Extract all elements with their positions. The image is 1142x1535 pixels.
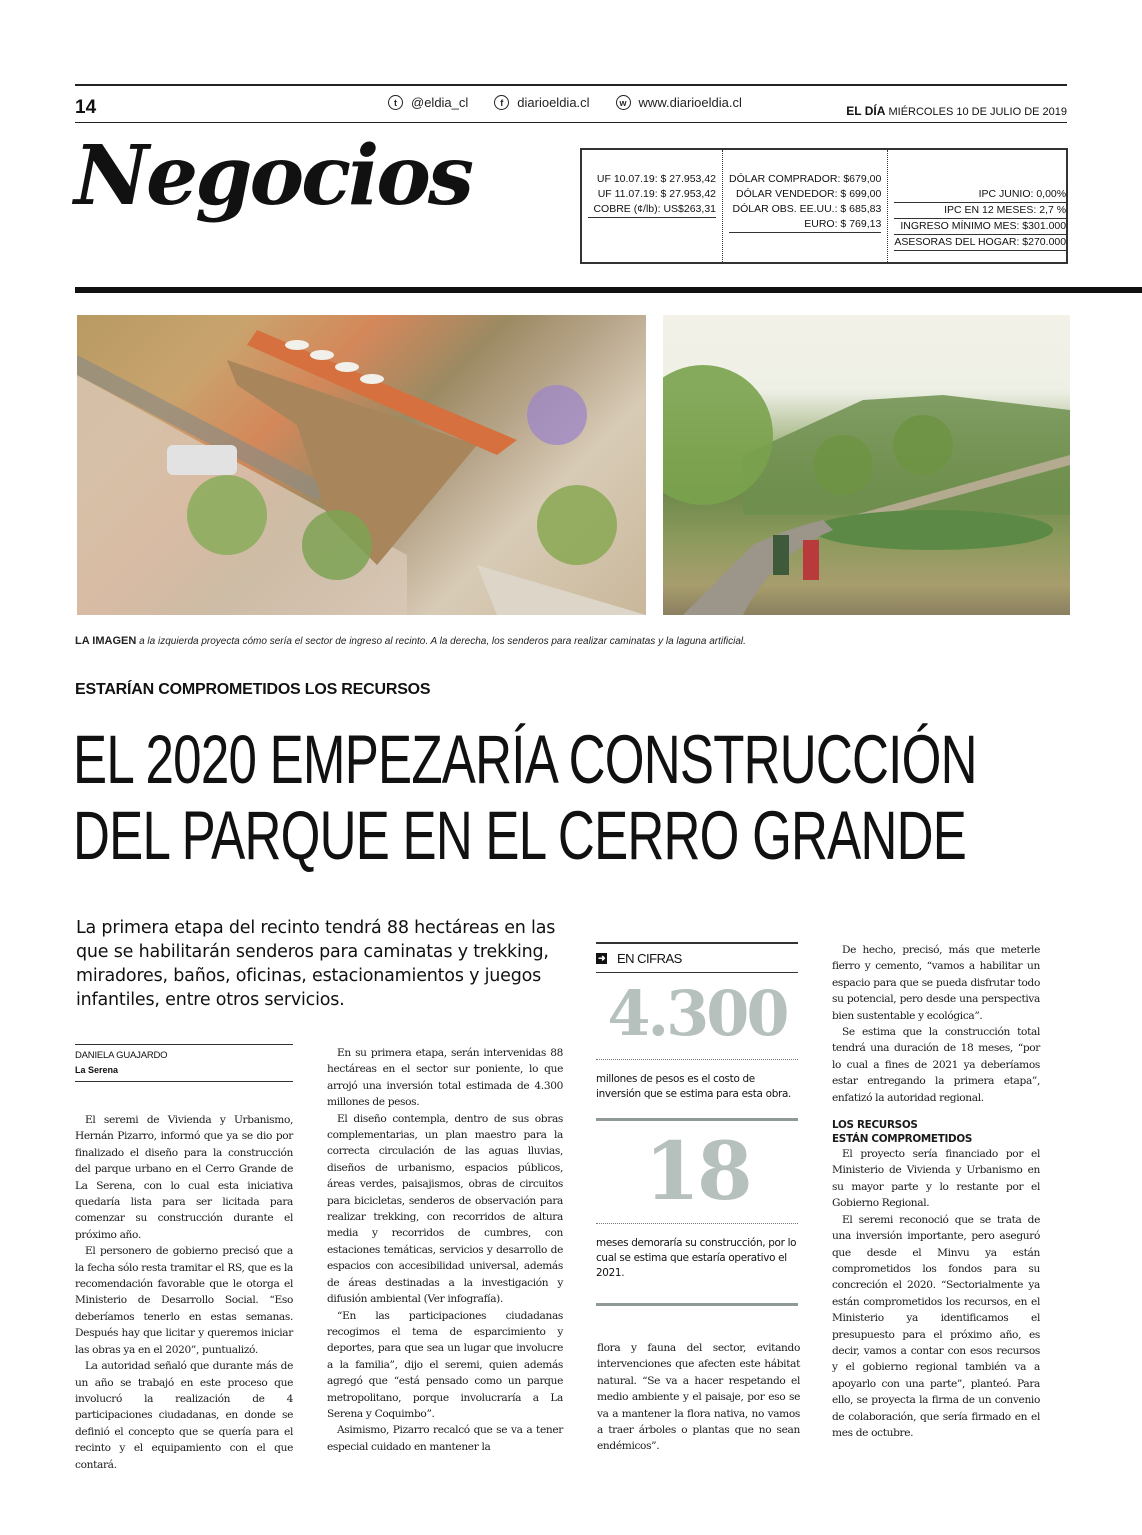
indicator: INGRESO MÍNIMO MES: $301.000 (894, 219, 1066, 235)
dotted-divider (596, 1059, 798, 1060)
social-links (388, 95, 742, 110)
headline-line-2: DEL PARQUE EN EL CERRO GRANDE (73, 797, 967, 874)
en-cifras-box (596, 942, 798, 1306)
body-column-4 (832, 942, 1040, 1441)
figure-text-months: meses demoraría su construcción, por lo cual se estima que estaría operativo el 2021. (596, 1237, 797, 1279)
body-column-2 (327, 1045, 563, 1455)
dotted-divider (596, 1223, 798, 1224)
figure-separator (596, 1118, 798, 1121)
indicators-col-1 (582, 150, 722, 262)
globe-www-icon: w (616, 95, 631, 110)
article-deck: La primera etapa del recinto tendrá 88 hectáreas en las que se habilitarán senderos para caminatas y trekking, miradores, baños, oficinas, estacionamientos y juegos infantiles, entre otros servicios. (76, 918, 556, 1010)
paragraph: El diseño contempla, dentro de sus obras complementarias, un plan maestro para la correcta circulación de las aguas lluvias, diseños de urbanismo, espacios públicos, áreas verdes, paisajismos, obras de circuitos para bicicletas, senderos de observación para realizar trekking, con recorridos de altura media y recorridos de cumbres, con estaciones temáticas, servicios y desarrollo de espacios con accesibilidad universal, además de áreas destinadas a la investigación y difusión ambiental (Ver infografía). (327, 1112, 563, 1306)
facebook-page[interactable]: diarioeldia.cl (517, 95, 590, 110)
indicator: UF 10.07.19: $ 27.953,42 (596, 173, 716, 185)
indicator: IPC EN 12 MESES: 2,7 % (894, 203, 1066, 219)
section-title: Negocios (74, 128, 472, 224)
page-number: 14 (75, 97, 97, 118)
entrance-illustration (77, 315, 646, 615)
article-headline (73, 721, 977, 874)
subhead (832, 1118, 1040, 1146)
paragraph: De hecho, precisó, más que meterle fierro y cemento, “vamos a habilitar un espacio para que se pueda disfrutar todo su potencial, pero desde una perspectiva bien sustentable y ecológica”. (832, 944, 1040, 1022)
paragraph: El seremi de Vivienda y Urbanismo, Hernán Pizarro, informó que ya se dio por finalizado el diseño para la construcción del parque urbano en el Cerro Grande de La Serena, con lo cual esta iniciativa quedaría lista para ser licitada para comenzar su construcción durante el próximo año. (75, 1114, 293, 1241)
author-name: DANIELA GUAJARDO (75, 1050, 168, 1061)
subhead-line-2: ESTÁN COMPROMETIDOS (832, 1133, 973, 1146)
en-cifras-label: EN CIFRAS (617, 950, 682, 966)
indicator: DÓLAR COMPRADOR: $679,00 (729, 173, 882, 185)
paper-name: EL DÍA (846, 104, 886, 118)
photo-caption (75, 635, 746, 647)
en-cifras-header (596, 942, 798, 973)
indicator: UF 11.07.19: $ 27.953,42 (597, 188, 716, 200)
headline-line-1: EL 2020 EMPEZARÍA CONSTRUCCIÓN (73, 721, 977, 798)
paragraph: El proyecto sería financiado por el Ministerio de Vivienda y Urbanismo en su mayor parte y lo restante por el Gobierno Regional. (832, 1148, 1040, 1210)
hiking-trail-rendering (663, 315, 1070, 615)
masthead-rule (75, 122, 1067, 123)
arrow-right-icon: ➜ (597, 952, 606, 963)
article-kicker: ESTARÍAN COMPROMETIDOS LOS RECURSOS (75, 681, 431, 698)
indicators-col-3 (887, 150, 1072, 262)
economic-indicators-box (580, 148, 1068, 264)
figure-value-cost: 4.300 (607, 977, 787, 1050)
section-divider (75, 287, 1142, 293)
paragraph: “En las participaciones ciudadanas recogimos el tema de esparcimiento y deportes, para que sea un lugar que involucre a la familia”, dijo el seremi, quien además agregó que “está pensado como un parque metropolitano, porque involucraría a La Serena y Coquimbo”. (327, 1309, 563, 1420)
trail-illustration (663, 315, 1070, 615)
indicator: DÓLAR OBS. EE.UU.: $ 685,83 (732, 203, 882, 215)
facebook-icon: f (494, 95, 509, 110)
twitter-handle[interactable]: @eldia_cl (411, 95, 469, 110)
top-rule (75, 84, 1067, 86)
issue-date: MIÉRCOLES 10 DE JULIO DE 2019 (888, 106, 1067, 118)
dateline (846, 104, 1067, 118)
paragraph: flora y fauna del sector, evitando intervenciones que afecten este hábitat natural. “Se va a hacer respetando el medio ambiente y el paisaje, por eso se va a mantener la flora nativa, no vamos a traer árboles o plantas que no sean endémicos”. (597, 1342, 800, 1453)
paragraph: Asimismo, Pizarro recalcó que se va a tener especial cuidado en mantener la (327, 1424, 563, 1453)
park-entrance-rendering (77, 315, 646, 615)
indicator: DÓLAR VENDEDOR: $ 699,00 (736, 188, 882, 200)
figure-text-cost: millones de pesos es el costo de inversión que se estima para esta obra. (596, 1073, 792, 1100)
dateline-location: La Serena (75, 1065, 119, 1075)
paragraph: El seremi reconoció que se trata de una inversión importante, pero aseguró que desde el Minvu ya están comprometidos los fondos para su concreción el 2020. “Sectorialmente ya están comprometidos los recursos, en el Ministerio ya identificamos el presupuesto para el próximo año, es decir, vamos a contar con esos recursos y el gobierno regional también va a apoyarlo con una parte”, planteó. Para ello, se proyecta la firma de un convenio de colaboración, que sería firmado en el mes de octubre. (832, 1213, 1040, 1439)
indicator: COBRE (¢/lb): US$263,31 (588, 202, 716, 218)
body-column-3 (597, 1340, 800, 1455)
caption-lead: LA IMAGEN (75, 635, 137, 647)
paragraph: En su primera etapa, serán intervenidas 88 hectáreas en el sector sur poniente, lo que arrojó una inversión total estimada de 4.300 millones de pesos. (327, 1047, 563, 1109)
website-link[interactable]: www.diarioeldia.cl (638, 95, 742, 110)
body-column-1 (75, 1112, 293, 1473)
caption-text: a la izquierda proyecta cómo sería el sector de ingreso al recinto. A la derecha, los senderos para realizar caminatas y la laguna artificial. (139, 636, 746, 647)
figure-value-months: 18 (644, 1124, 750, 1218)
paragraph: La autoridad señaló que durante más de un año se trabajó en este proceso que involucró la realización de 4 participaciones ciudadanas, en donde se definió el concepto que se quería para el recinto y el equipamiento con el que contará. (75, 1360, 293, 1471)
paragraph: El personero de gobierno precisó que a la fecha sólo resta tramitar el RS, que es la recomendación favorable que le otorga el Ministerio de Desarrollo Social. “Eso deberíamos tenerlo en estas semanas. Después hay que licitar y queremos iniciar las obras ya en el 2020”, puntualizó. (75, 1245, 293, 1356)
paragraph: Se estima que la construcción total tendrá una duración de 18 meses, “por lo cual a fines de 2021 ya deberíamos estar entregando la primera etapa”, enfatizó la autoridad regional. (832, 1026, 1040, 1104)
figure-separator (596, 1303, 798, 1306)
byline (75, 1044, 293, 1082)
indicator: IPC JUNIO: 0,00% (894, 187, 1066, 203)
indicator: ASESORAS DEL HOGAR: $270.000 (894, 235, 1066, 251)
twitter-icon: t (388, 95, 403, 110)
indicators-col-2 (722, 150, 887, 262)
indicator: EURO: $ 769,13 (729, 217, 881, 233)
subhead-line-1: LOS RECURSOS (832, 1119, 918, 1132)
